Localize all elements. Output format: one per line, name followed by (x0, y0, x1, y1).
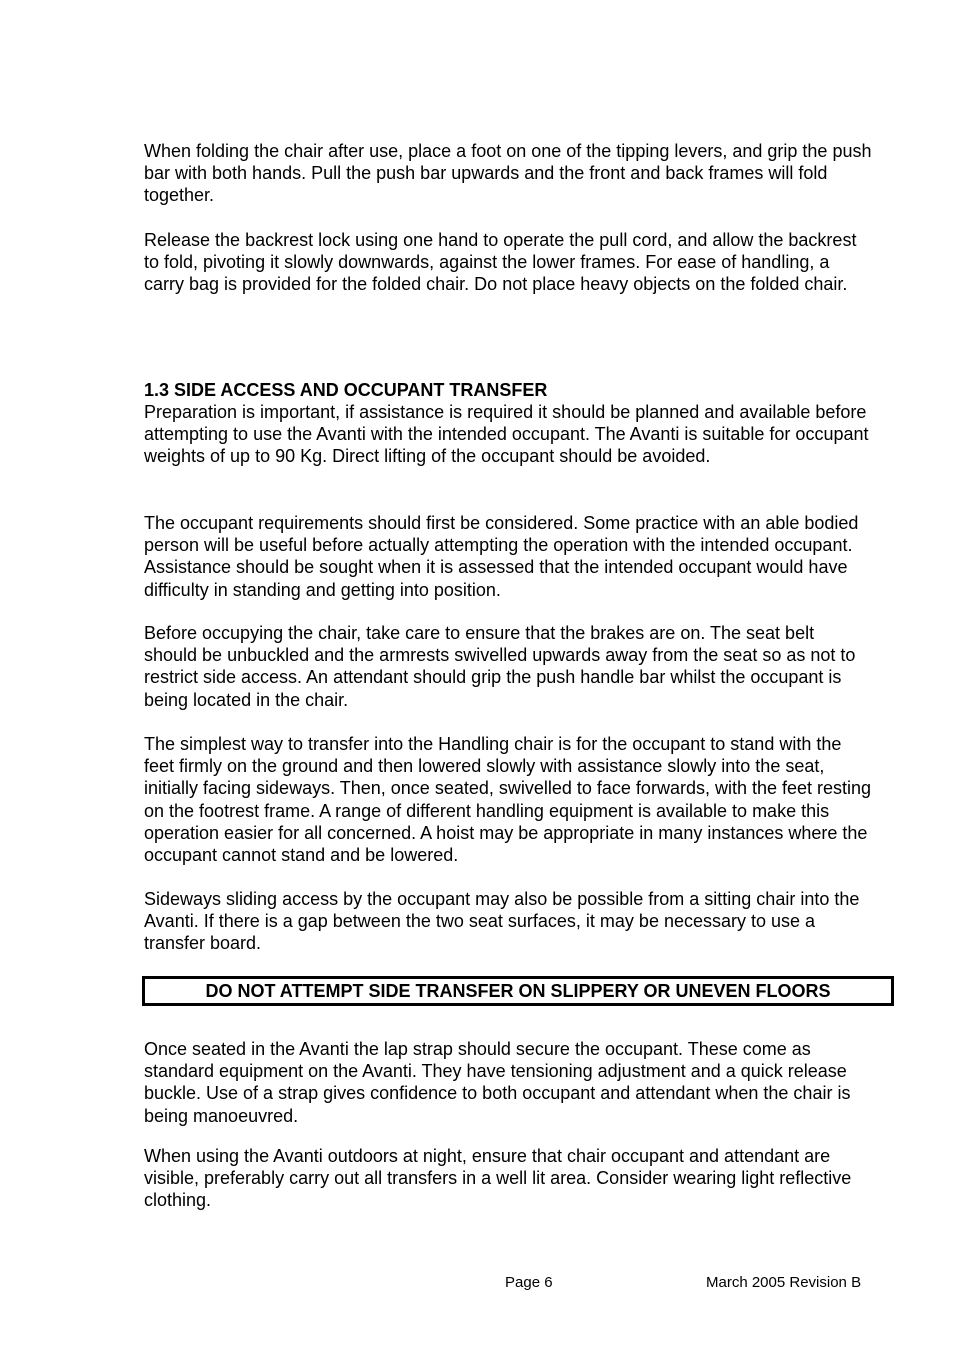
paragraph-occupant-requirements: The occupant requirements should first be considered. Some practice with an able bodied person will be useful before actually attempting the operation with the intended occupant. Assistance should be sought when it is assessed that the intended occupant would have difficulty in standing and getting into position. (144, 513, 859, 600)
paragraph-before-occupying: Before occupying the chair, take care to ensure that the brakes are on. The seat belt should be unbuckled and the armrests swivelled upwards away from the seat so as not to restrict side access. An attendant should grip the push handle bar whilst the occupant is being located in the chair. (144, 623, 856, 710)
paragraph-simplest-transfer: The simplest way to transfer into the Handling chair is for the occupant to stand with the feet firmly on the ground and then lowered slowly with assistance slowly into the seat, initially facing sideways. Then, once seated, swivelled to face forwards, with the feet resting on the footrest frame. A range of different handling equipment is available to make this operation easier for all concerned. A hoist may be appropriate in many instances where the occupant cannot stand and be lowered. (144, 734, 872, 866)
paragraph-outdoors-night: When using the Avanti outdoors at night, ensure that chair occupant and attendant are visible, preferably carry out all transfers in a well lit area. Consider wearing light reflective clothing. (144, 1146, 852, 1211)
revision-label: March 2005 Revision B (706, 1274, 862, 1291)
warning-box: DO NOT ATTEMPT SIDE TRANSFER ON SLIPPERY OR UNEVEN FLOORS (142, 976, 894, 1006)
section-heading: 1.3 SIDE ACCESS AND OCCUPANT TRANSFER (144, 380, 548, 400)
paragraph-lap-strap: Once seated in the Avanti the lap strap should secure the occupant. These come as standard equipment on the Avanti. They have tensioning adjustment and a quick release buckle. Use of a strap gives confidence to both occupant and attendant when the chair is being manoeuvred. (144, 1039, 851, 1126)
page-number: Page 6 (505, 1274, 553, 1291)
paragraph-backrest-lock: Release the backrest lock using one hand to operate the pull cord, and allow the backrest to fold, pivoting it slowly downwards, against the lower frames. For ease of handling, a carry bag is provided for the folded chair. Do not place heavy objects on the folded chair. (144, 230, 857, 295)
paragraph-sideways-sliding: Sideways sliding access by the occupant may also be possible from a sitting chair into the Avanti. If there is a gap between the two seat surfaces, it may be necessary to use a transfer board. (144, 889, 860, 954)
paragraph-folding-chair: When folding the chair after use, place a foot on one of the tipping levers, and grip the push bar with both hands. Pull the push bar upwards and the front and back frames will fold together. (144, 141, 872, 206)
paragraph-preparation: Preparation is important, if assistance is required it should be planned and available before attempting to use the Avanti with the intended occupant. The Avanti is suitable for occupant weights of up to 90 Kg. Direct lifting of the occupant should be avoided. (144, 402, 869, 467)
